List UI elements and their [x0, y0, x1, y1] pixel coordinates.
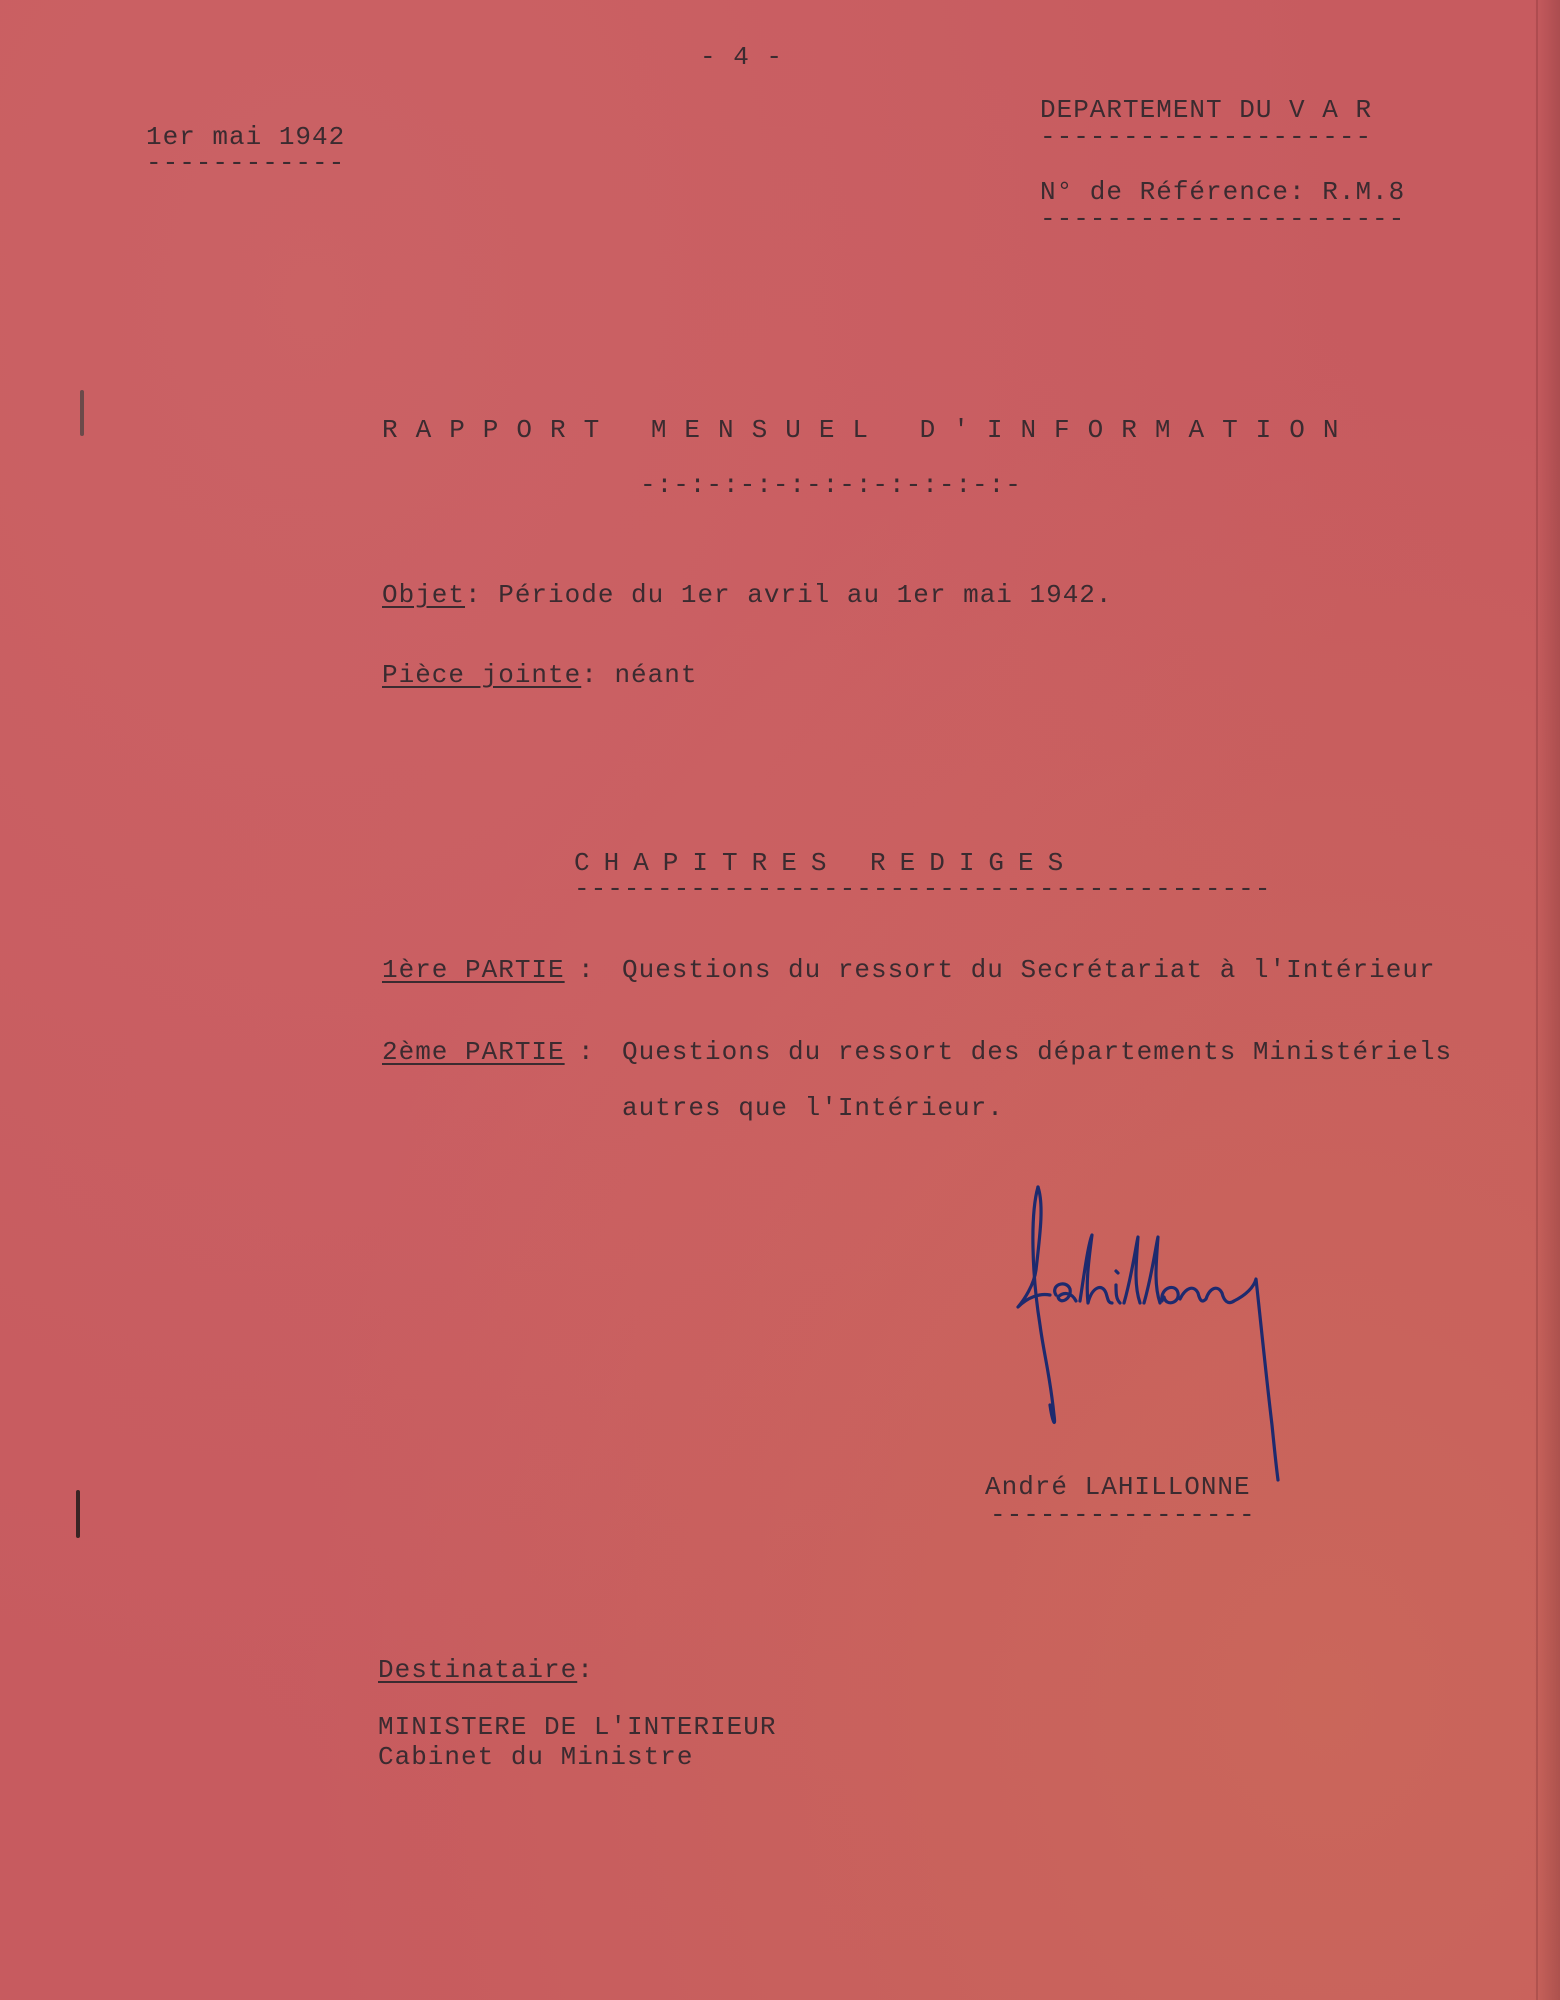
objet-value: : Période du 1er avril au 1er mai 1942.: [465, 580, 1113, 610]
reference-number: N° de Référence: R.M.8: [1040, 177, 1406, 207]
piece-jointe-value: : néant: [581, 660, 698, 690]
page-fold-line: [1536, 0, 1538, 2000]
handwritten-signature: [1010, 1175, 1300, 1495]
document-date: 1er mai 1942: [146, 122, 346, 152]
part-2-label: 2ème PARTIE: [382, 1037, 565, 1067]
recipient-label: Destinataire: [378, 1655, 578, 1685]
piece-jointe-line: [382, 660, 697, 690]
department-heading: DEPARTEMENT DU V A R: [1040, 95, 1373, 125]
recipient-line-2: Cabinet du Ministre: [378, 1742, 694, 1772]
binding-mark-bottom: [76, 1490, 80, 1538]
objet-label: Objet: [382, 580, 466, 610]
reference-rule: ----------------------: [1040, 204, 1406, 234]
part-2-text-line-2: autres que l'Intérieur.: [622, 1093, 1004, 1123]
piece-jointe-label: Pièce jointe: [382, 660, 582, 690]
chapters-title: CHAPITRES REDIGES: [574, 848, 1078, 878]
signatory-name: André LAHILLONNE: [985, 1472, 1251, 1502]
signatory-name-rule: ----------------: [990, 1500, 1256, 1530]
part-2-separator: :: [578, 1037, 595, 1067]
objet-line: [382, 580, 1113, 610]
recipient-line-1: MINISTERE DE L'INTERIEUR: [378, 1712, 777, 1742]
recipient-heading: [378, 1655, 594, 1685]
binding-mark-top: [80, 390, 84, 436]
page-number: - 4 -: [700, 42, 784, 72]
chapters-title-rule: ------------------------------------------: [574, 874, 1272, 904]
part-1-text: Questions du ressort du Secrétariat à l'Intérieur: [622, 955, 1436, 985]
recipient-colon: :: [577, 1655, 594, 1685]
report-title-rule: -:-:-:-:-:-:-:-:-:-:-:-: [640, 470, 1022, 500]
part-2-text-line-1: Questions du ressort des départements Ministériels: [622, 1037, 1453, 1067]
document-date-rule: ------------: [146, 148, 346, 178]
part-1-separator: :: [578, 955, 595, 985]
department-rule: --------------------: [1040, 122, 1373, 152]
part-1-label: 1ère PARTIE: [382, 955, 565, 985]
report-title: RAPPORT MENSUEL D'INFORMATION: [382, 415, 1357, 445]
